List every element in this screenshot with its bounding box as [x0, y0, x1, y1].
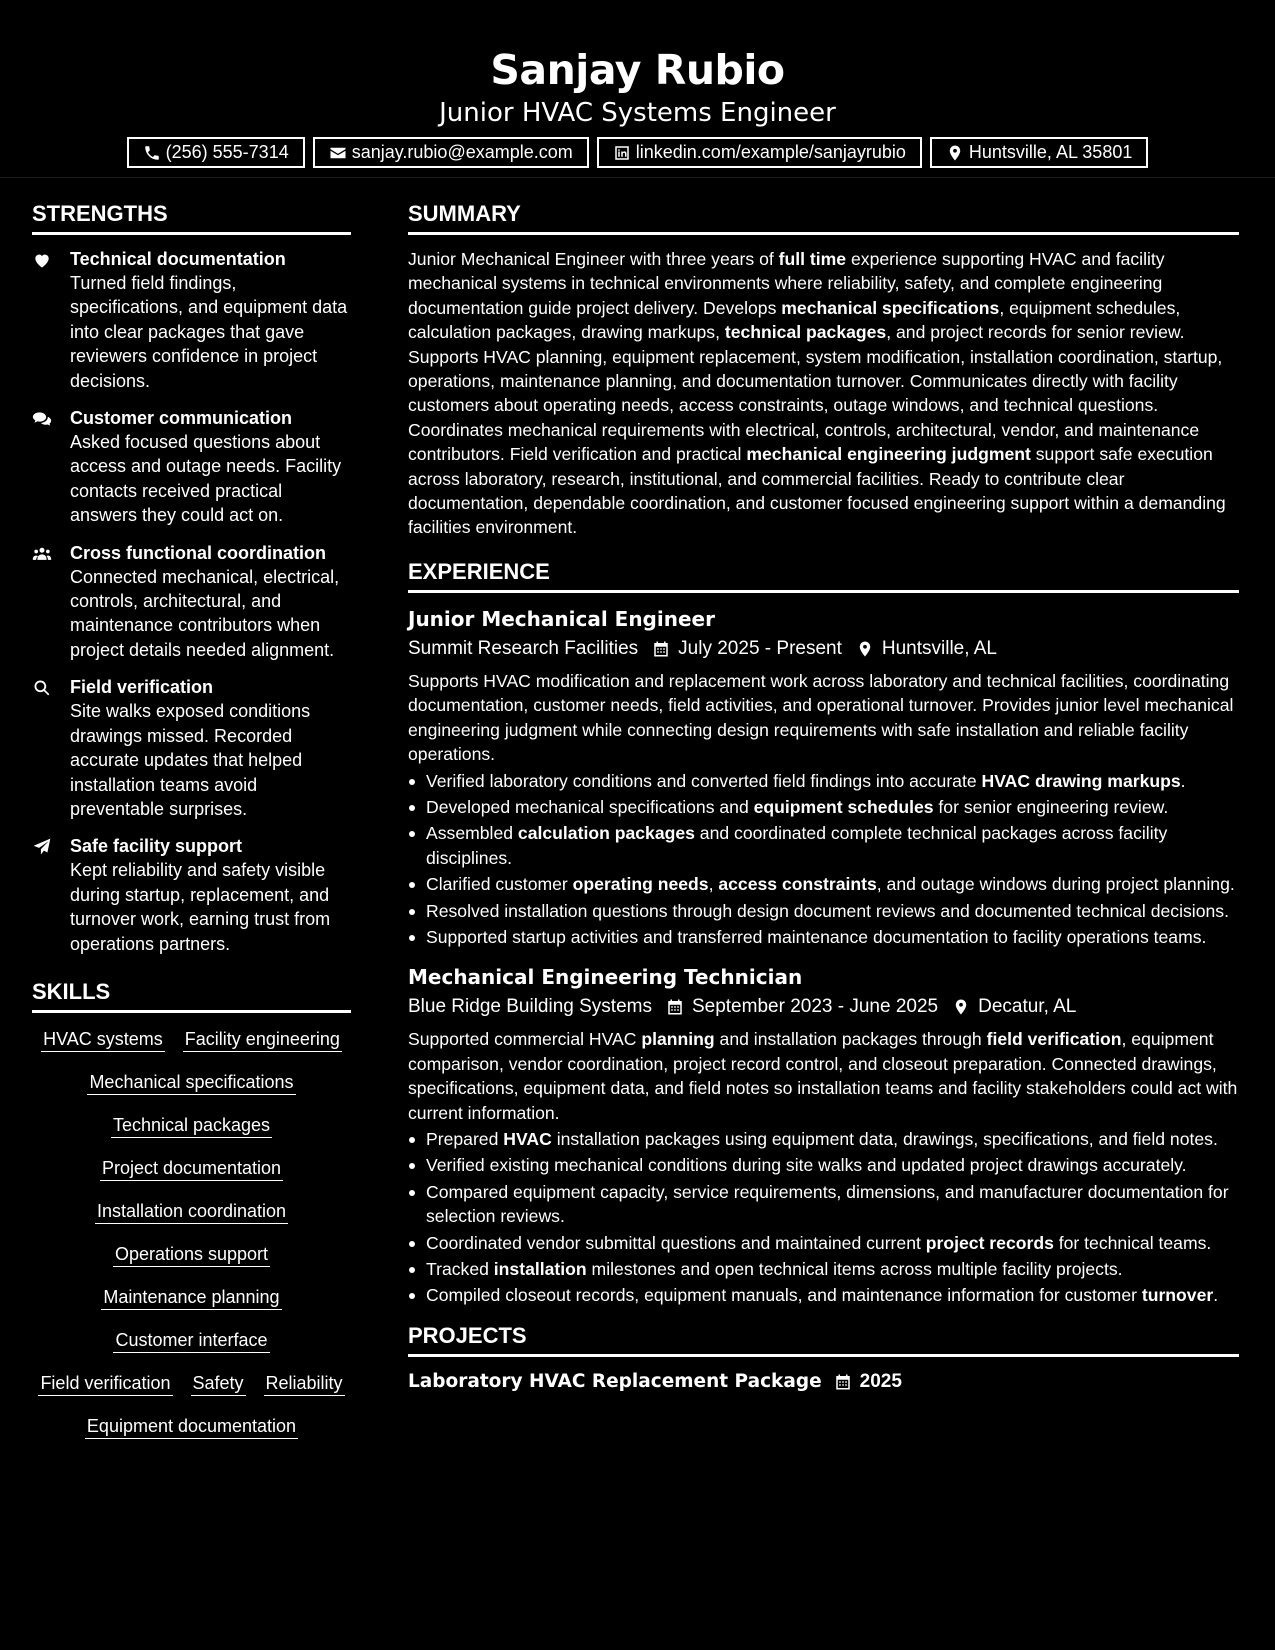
skill-tag: HVAC systems [41, 1027, 165, 1052]
skill-row [32, 1156, 351, 1181]
job-meta [408, 635, 1239, 663]
map-marker-icon [856, 640, 874, 658]
phone-text: (256) 555-7314 [165, 142, 289, 162]
strength-description: Asked focused questions about access and outage needs. Facility contacts received practical answers they could act on. [70, 432, 342, 526]
candidate-name: Sanjay Rubio [490, 46, 785, 94]
heart-icon [32, 250, 52, 270]
job-company: Summit Research Facilities [408, 637, 639, 659]
strength-description: Kept reliability and safety visible during startup, replacement, and turnover work, earning trust from operations partners. [70, 860, 331, 954]
candidate-title: Junior HVAC Systems Engineer [439, 98, 836, 128]
skill-row [32, 1070, 351, 1095]
skill-tag: Installation coordination [95, 1199, 288, 1224]
bold-keyword: full time [778, 249, 847, 269]
contact-bar [0, 137, 1275, 168]
bold-keyword: HVAC drawing markups [981, 770, 1181, 791]
job-entry [408, 605, 1239, 949]
envelope-icon [329, 144, 347, 162]
strength-description: Turned field findings, specifications, and equipment data into clear packages that gave reviewers confidence in project decisions. [70, 273, 348, 391]
strength-item [32, 541, 351, 663]
users-icon [32, 544, 52, 564]
contact-location [930, 137, 1148, 168]
strengths-list [32, 247, 351, 956]
contact-linkedin[interactable] [597, 137, 922, 168]
strength-title: Technical documentation [70, 249, 286, 269]
strength-description: Connected mechanical, electrical, controls, architectural, and maintenance contributors when project details needed alignment. [70, 566, 340, 660]
job-bullet: Verified laboratory conditions and converted field findings into accurate HVAC drawing markups. [408, 769, 1239, 793]
job-bullet: Clarified customer operating needs, access constraints, and outage windows during project planning. [408, 872, 1239, 896]
job-bullets [408, 1127, 1239, 1308]
job-entry [408, 963, 1239, 1307]
job-dates: September 2023 - June 2025 [691, 996, 939, 1018]
skill-row [32, 1285, 351, 1310]
skill-tag: Operations support [113, 1242, 270, 1267]
comments-icon [32, 409, 52, 429]
job-bullet: Developed mechanical specifications and equipment schedules for senior engineering review. [408, 795, 1239, 819]
job-bullet: Prepared HVAC installation packages using equipment data, drawings, specifications, and field notes. [408, 1127, 1239, 1151]
search-icon [32, 678, 52, 698]
skill-tag: Project documentation [100, 1156, 283, 1181]
skill-tag: Technical packages [111, 1113, 272, 1138]
map-marker-icon [946, 144, 964, 162]
skill-row [32, 1199, 351, 1224]
strength-title: Field verification [70, 677, 214, 698]
skill-row [32, 1242, 351, 1267]
job-description: Supported commercial HVAC planning and installation packages through field verification, equipment comparison, vendor coordination, project record control, and closeout preparation. Connected drawings, specifications, equipment data, and field notes so installation teams and facility stakeholders could act with current information. [408, 1029, 1238, 1123]
calendar-icon [652, 640, 670, 658]
strength-title: Cross functional coordination [70, 542, 327, 563]
job-bullet: Compared equipment capacity, service requirements, dimensions, and manufacturer documentation for selection reviews. [408, 1180, 1239, 1229]
skill-tag: Safety [191, 1371, 246, 1396]
job-location: Decatur, AL [978, 996, 1077, 1018]
bold-keyword: calculation packages [517, 823, 695, 844]
location-text: Huntsville, AL 35801 [968, 142, 1133, 162]
strengths-heading: STRENGTHS [32, 200, 351, 235]
job-bullets [408, 769, 1239, 950]
bold-keyword: planning [641, 1029, 715, 1050]
skills-heading: SKILLS [32, 978, 351, 1013]
project-year: 2025 [859, 1370, 902, 1392]
job-location: Huntsville, AL [881, 637, 997, 659]
skill-row [32, 1414, 351, 1439]
bold-keyword: mechanical engineering judgment [746, 444, 1031, 465]
strength-title: Customer communication [70, 408, 293, 429]
strength-item [32, 675, 351, 821]
job-bullet: Assembled calculation packages and coordinated complete technical packages across facility disciplines. [408, 821, 1239, 870]
project-title: Laboratory HVAC Replacement Package [408, 1370, 822, 1392]
strength-item [32, 247, 351, 393]
job-company: Blue Ridge Building Systems [408, 996, 652, 1018]
projects-heading: PROJECTS [408, 1322, 1239, 1357]
job-bullet: Tracked installation milestones and open technical items across multiple facility projects. [408, 1257, 1239, 1281]
job-bullet: Compiled closeout records, equipment manuals, and maintenance information for customer turnover. [408, 1283, 1239, 1307]
job-meta [408, 993, 1239, 1021]
bold-keyword: installation [493, 1259, 587, 1279]
calendar-icon [834, 1373, 852, 1391]
skill-tag: Field verification [38, 1371, 172, 1396]
skill-row [32, 1027, 351, 1052]
bold-keyword: field verification [986, 1029, 1122, 1050]
strength-title: Safe facility support [70, 836, 243, 857]
skill-row [32, 1371, 351, 1396]
experience-list [408, 605, 1239, 1308]
email-text: sanjay.rubio@example.com [351, 142, 573, 162]
summary-text: Junior Mechanical Engineer with three years of full time experience supporting HVAC and facility mechanical systems in technical environments where reliability, safety, and complete engineering documentation guide project delivery. Develops mechanical specifications, equipment schedules, calculation packages, drawing markups, technical packages, and project records for senior review. Supports HVAC planning, equipment replacement, system modification, installation coordination, startup, operations, maintenance planning, and documentation turnover. Communicates directly with facility customers about operating needs, access constraints, outage windows, and technical questions. Coordinates mechanical requirements with electrical, controls, architectural, vendor, and maintenance contributors. Field verification and practical mechanical engineering judgment support safe execution across laboratory, research, institutional, and commercial facilities. Ready to contribute clear documentation, dependable coordination, and customer focused engineering support within a demanding facilities environment. [408, 249, 1226, 538]
skill-tag: Customer interface [113, 1328, 269, 1353]
resume-header [0, 0, 1275, 178]
bold-keyword: operating needs [572, 874, 709, 895]
job-description: Supports HVAC modification and replacement work across laboratory and technical facilities, coordinating documentation, customer needs, field activities, and operational turnover. Provides junior level mechanical engineering judgment while connecting design requirements with safe installation and reliable facility operations. [408, 670, 1234, 765]
job-bullet: Supported startup activities and transferred maintenance documentation to facility operations teams. [408, 925, 1239, 949]
skill-tag: Facility engineering [183, 1027, 342, 1052]
experience-heading: EXPERIENCE [408, 558, 1239, 593]
skill-row [32, 1113, 351, 1138]
skill-row [32, 1328, 351, 1353]
job-title: Junior Mechanical Engineer [408, 606, 715, 631]
bold-keyword: mechanical specifications [781, 297, 1000, 318]
strength-item [32, 834, 351, 956]
job-bullet: Resolved installation questions through design document reviews and documented technical decisions. [408, 899, 1239, 923]
contact-phone[interactable] [127, 137, 305, 168]
project-entry [408, 1369, 1239, 1395]
skills-list [32, 1027, 351, 1439]
skill-tag: Equipment documentation [85, 1414, 298, 1439]
job-bullet: Verified existing mechanical conditions during site walks and updated project drawings accurately. [408, 1153, 1239, 1177]
projects-list [408, 1369, 1239, 1395]
phone-icon [143, 144, 161, 162]
linkedin-icon [613, 144, 631, 162]
job-dates: July 2025 - Present [678, 637, 842, 659]
right-column [408, 200, 1239, 1395]
left-column [32, 200, 351, 1457]
bold-keyword: turnover [1141, 1285, 1214, 1306]
job-bullet: Coordinated vendor submittal questions and maintained current project records for technical teams. [408, 1231, 1239, 1255]
job-title: Mechanical Engineering Technician [408, 965, 803, 990]
map-marker-icon [952, 998, 970, 1016]
skill-tag: Maintenance planning [101, 1285, 281, 1310]
skill-tag: Mechanical specifications [87, 1070, 295, 1095]
bold-keyword: project records [925, 1232, 1054, 1253]
bold-keyword: access constraints [718, 874, 877, 895]
skill-tag: Reliability [264, 1371, 345, 1396]
strength-description: Site walks exposed conditions drawings missed. Recorded accurate updates that helped installation teams avoid preventable surprises. [70, 701, 311, 819]
bold-keyword: equipment schedules [753, 796, 934, 817]
paper-plane-icon [32, 837, 52, 857]
calendar-icon [666, 998, 684, 1016]
summary-heading: SUMMARY [408, 200, 1239, 235]
contact-email[interactable] [313, 137, 589, 168]
strength-item [32, 406, 351, 528]
bold-keyword: technical packages [724, 322, 887, 343]
linkedin-text: linkedin.com/example/sanjayrubio [635, 142, 906, 162]
bold-keyword: HVAC [503, 1128, 552, 1149]
